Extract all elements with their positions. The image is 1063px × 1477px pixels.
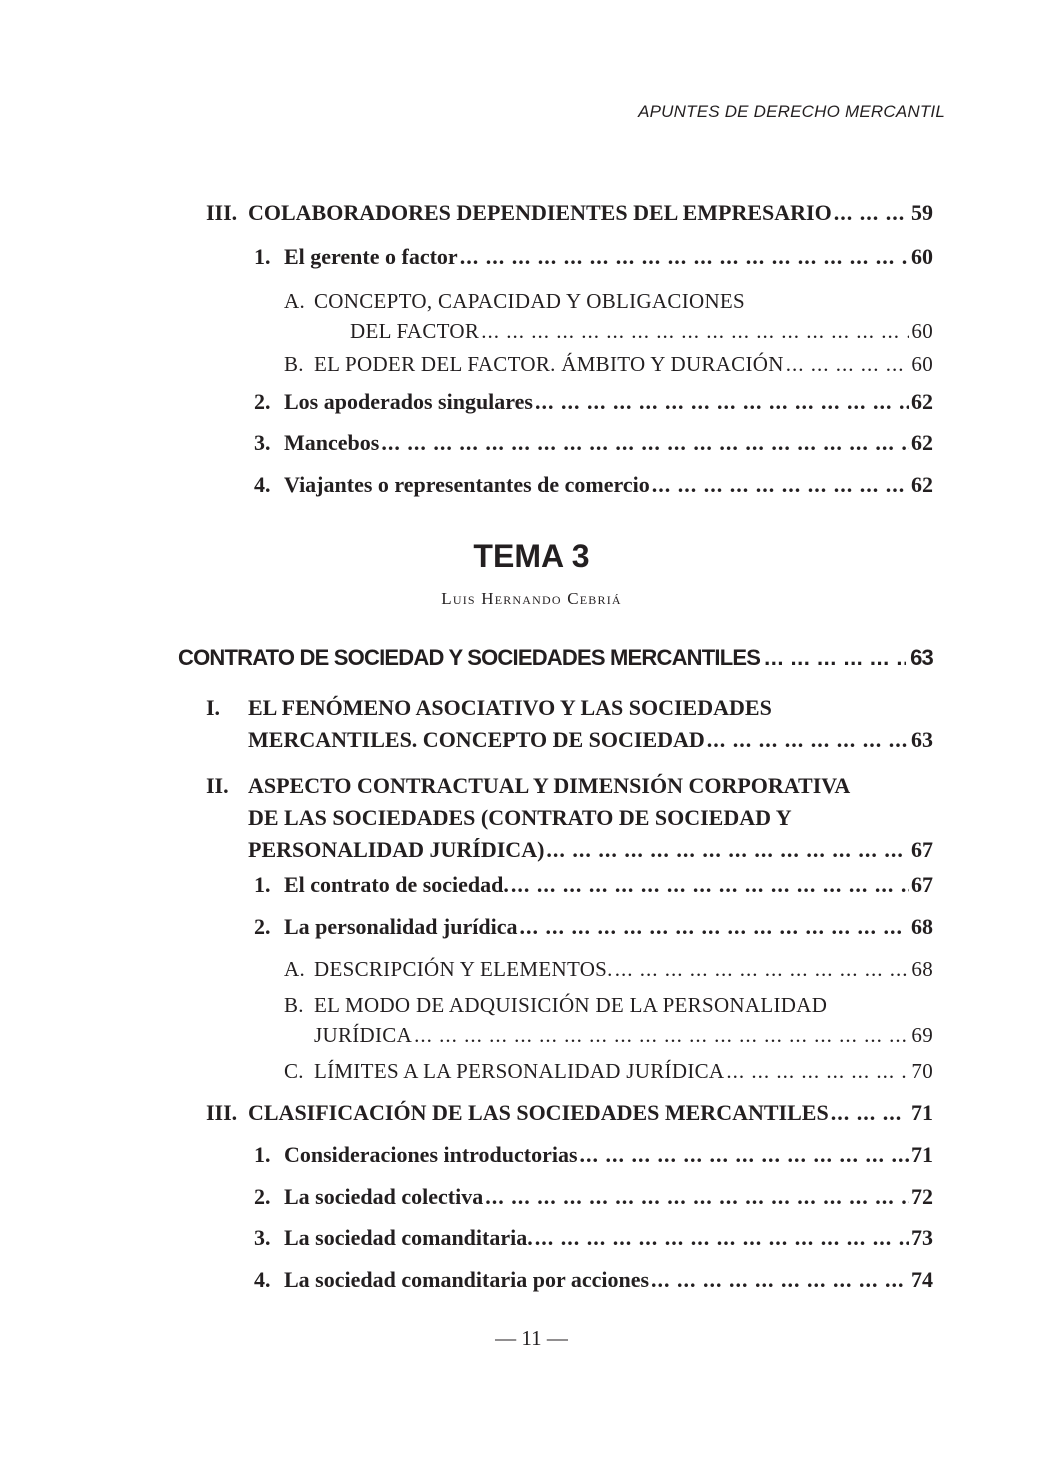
toc-entry-title-continued: DEL FACTOR — [350, 319, 480, 343]
toc-entry-number: 2. — [254, 389, 271, 414]
toc-entry-colaboradores[interactable] — [206, 200, 933, 226]
toc-entry-page: 68 — [911, 957, 933, 981]
toc-entry-number: 1. — [254, 1142, 271, 1167]
toc-entry-number: 3. — [254, 430, 271, 455]
dot-leader — [786, 352, 910, 377]
toc-entry-title: La sociedad comanditaria. — [284, 1225, 533, 1250]
dot-leader — [511, 872, 909, 898]
toc-entry-aspecto-contractual[interactable] — [206, 770, 933, 866]
dot-leader — [615, 957, 910, 982]
toc-entry-page: 74 — [911, 1267, 933, 1292]
dot-leader — [726, 1059, 909, 1084]
toc-entry-poder-factor[interactable] — [284, 352, 933, 377]
toc-entry-page: 63 — [911, 727, 933, 752]
dot-leader — [707, 724, 909, 756]
toc-entry-page: 60 — [911, 352, 933, 376]
toc-entry-number: A. — [284, 957, 306, 981]
dot-leader — [580, 1142, 909, 1168]
toc-entry-clasificacion[interactable] — [206, 1100, 933, 1126]
dot-leader — [652, 472, 909, 498]
toc-entry-number: 4. — [254, 1267, 271, 1292]
toc-entry-title-continued: JURÍDICA — [314, 1023, 413, 1047]
dot-leader — [481, 316, 909, 346]
running-head: APUNTES DE DERECHO MERCANTIL — [638, 102, 945, 121]
toc-entry-sociedad-comanditaria[interactable] — [254, 1225, 933, 1251]
toc-entry-fenomeno-asociativo[interactable] — [206, 692, 933, 756]
toc-entry-page: 67 — [911, 837, 933, 862]
toc-entry-apoderados[interactable] — [254, 389, 933, 415]
toc-entry-page: 62 — [911, 430, 933, 455]
toc-entry-number: II. — [206, 773, 229, 798]
dot-leader — [381, 430, 909, 456]
toc-entry-number: A. — [284, 289, 306, 313]
toc-entry-page: 72 — [911, 1184, 933, 1209]
toc-entry-page: 69 — [911, 1023, 933, 1047]
toc-entry-title: ASPECTO CONTRACTUAL Y DIMENSIÓN CORPORATIVA — [248, 773, 851, 798]
toc-entry-page: 71 — [911, 1100, 933, 1125]
dot-leader — [460, 244, 909, 270]
toc-entry-number: III. — [206, 200, 238, 225]
toc-entry-page: 73 — [911, 1225, 933, 1250]
toc-chapter-entry[interactable] — [178, 645, 933, 671]
toc-entry-page: 62 — [911, 389, 933, 414]
toc-entry-title: COLABORADORES DEPENDIENTES DEL EMPRESARIO — [248, 200, 832, 225]
toc-entry-page: 60 — [911, 244, 933, 269]
tema-heading: TEMA 3 — [473, 538, 590, 574]
toc-entry-title: El contrato de sociedad. — [284, 872, 509, 897]
toc-entry-gerente[interactable] — [254, 244, 933, 270]
toc-entry-number: III. — [206, 1100, 238, 1125]
dot-leader — [831, 1100, 909, 1126]
toc-entry-title: Viajantes o representantes de comercio — [284, 472, 650, 497]
toc-entry-title: CONCEPTO, CAPACIDAD Y OBLIGACIONES — [314, 289, 746, 313]
toc-entry-contrato-sociedad[interactable] — [254, 872, 933, 898]
toc-entry-title: EL MODO DE ADQUISICIÓN DE LA PERSONALIDAD — [314, 993, 828, 1017]
toc-entry-number: 2. — [254, 1184, 271, 1209]
toc-entry-title-continued: PERSONALIDAD JURÍDICA) — [248, 837, 545, 862]
toc-entry-number: 1. — [254, 244, 271, 269]
toc-entry-title: Los apoderados singulares — [284, 389, 533, 414]
toc-entry-title: La personalidad jurídica — [284, 914, 518, 939]
toc-entry-page: 70 — [911, 1059, 933, 1083]
toc-entry-title: LÍMITES A LA PERSONALIDAD JURÍDICA — [314, 1059, 725, 1083]
toc-entry-page: 60 — [911, 319, 933, 343]
toc-entry-title: EL PODER DEL FACTOR. ÁMBITO Y DURACIÓN — [314, 352, 784, 376]
toc-entry-descripcion-elementos[interactable] — [284, 957, 933, 982]
toc-entry-title-continued: MERCANTILES. CONCEPTO DE SOCIEDAD — [248, 727, 705, 752]
chapter-page: 63 — [910, 645, 933, 670]
toc-entry-number: 2. — [254, 914, 271, 939]
toc-entry-title-continued: DE LAS SOCIEDADES (CONTRATO DE SOCIEDAD Y — [248, 805, 792, 830]
toc-entry-page: 62 — [911, 472, 933, 497]
dot-leader — [535, 389, 909, 415]
toc-entry-title: El gerente o factor — [284, 244, 458, 269]
tema-author: Luis Hernando Cebriá — [441, 589, 622, 608]
toc-entry-number: 1. — [254, 872, 271, 897]
dot-leader — [764, 645, 906, 671]
page-number: — 11 — — [495, 1326, 568, 1350]
dot-leader — [519, 914, 909, 940]
toc-entry-title: Consideraciones introductorias — [284, 1142, 578, 1167]
toc-entry-number: B. — [284, 352, 304, 376]
toc-entry-title: La sociedad colectiva — [284, 1184, 484, 1209]
chapter-title: CONTRATO DE SOCIEDAD Y SOCIEDADES MERCANTILES — [178, 645, 761, 670]
dot-leader — [414, 1020, 909, 1050]
toc-entry-title: CLASIFICACIÓN DE LAS SOCIEDADES MERCANTILES — [248, 1100, 829, 1125]
toc-entry-title: EL FENÓMENO ASOCIATIVO Y LAS SOCIEDADES — [248, 695, 772, 720]
dot-leader — [546, 834, 909, 866]
toc-entry-title: DESCRIPCIÓN Y ELEMENTOS. — [314, 957, 613, 981]
toc-entry-sociedad-colectiva[interactable] — [254, 1184, 933, 1210]
toc-entry-page: 68 — [911, 914, 933, 939]
dot-leader — [834, 200, 909, 226]
toc-entry-modo-adquisicion[interactable] — [284, 990, 933, 1050]
toc-entry-title: La sociedad comanditaria por acciones — [284, 1267, 650, 1292]
toc-entry-number: B. — [284, 993, 304, 1017]
toc-entry-page: 67 — [911, 872, 933, 897]
toc-entry-personalidad-juridica[interactable] — [254, 914, 933, 940]
toc-entry-comanditaria-acciones[interactable] — [254, 1267, 933, 1293]
toc-entry-number: C. — [284, 1059, 304, 1083]
toc-entry-consideraciones[interactable] — [254, 1142, 933, 1168]
toc-entry-number: I. — [206, 695, 221, 720]
dot-leader — [485, 1184, 909, 1210]
toc-entry-page: 71 — [911, 1142, 933, 1167]
toc-entry-page: 59 — [911, 200, 933, 225]
toc-entry-number: 3. — [254, 1225, 271, 1250]
toc-entry-viajantes[interactable] — [254, 472, 933, 498]
dot-leader — [535, 1225, 909, 1251]
toc-entry-number: 4. — [254, 472, 271, 497]
dot-leader — [651, 1267, 909, 1293]
toc-entry-title: Mancebos — [284, 430, 380, 455]
toc-entry-mancebos[interactable] — [254, 430, 933, 456]
toc-entry-limites-personalidad[interactable] — [284, 1059, 933, 1084]
toc-entry-concepto-factor[interactable] — [284, 286, 933, 346]
